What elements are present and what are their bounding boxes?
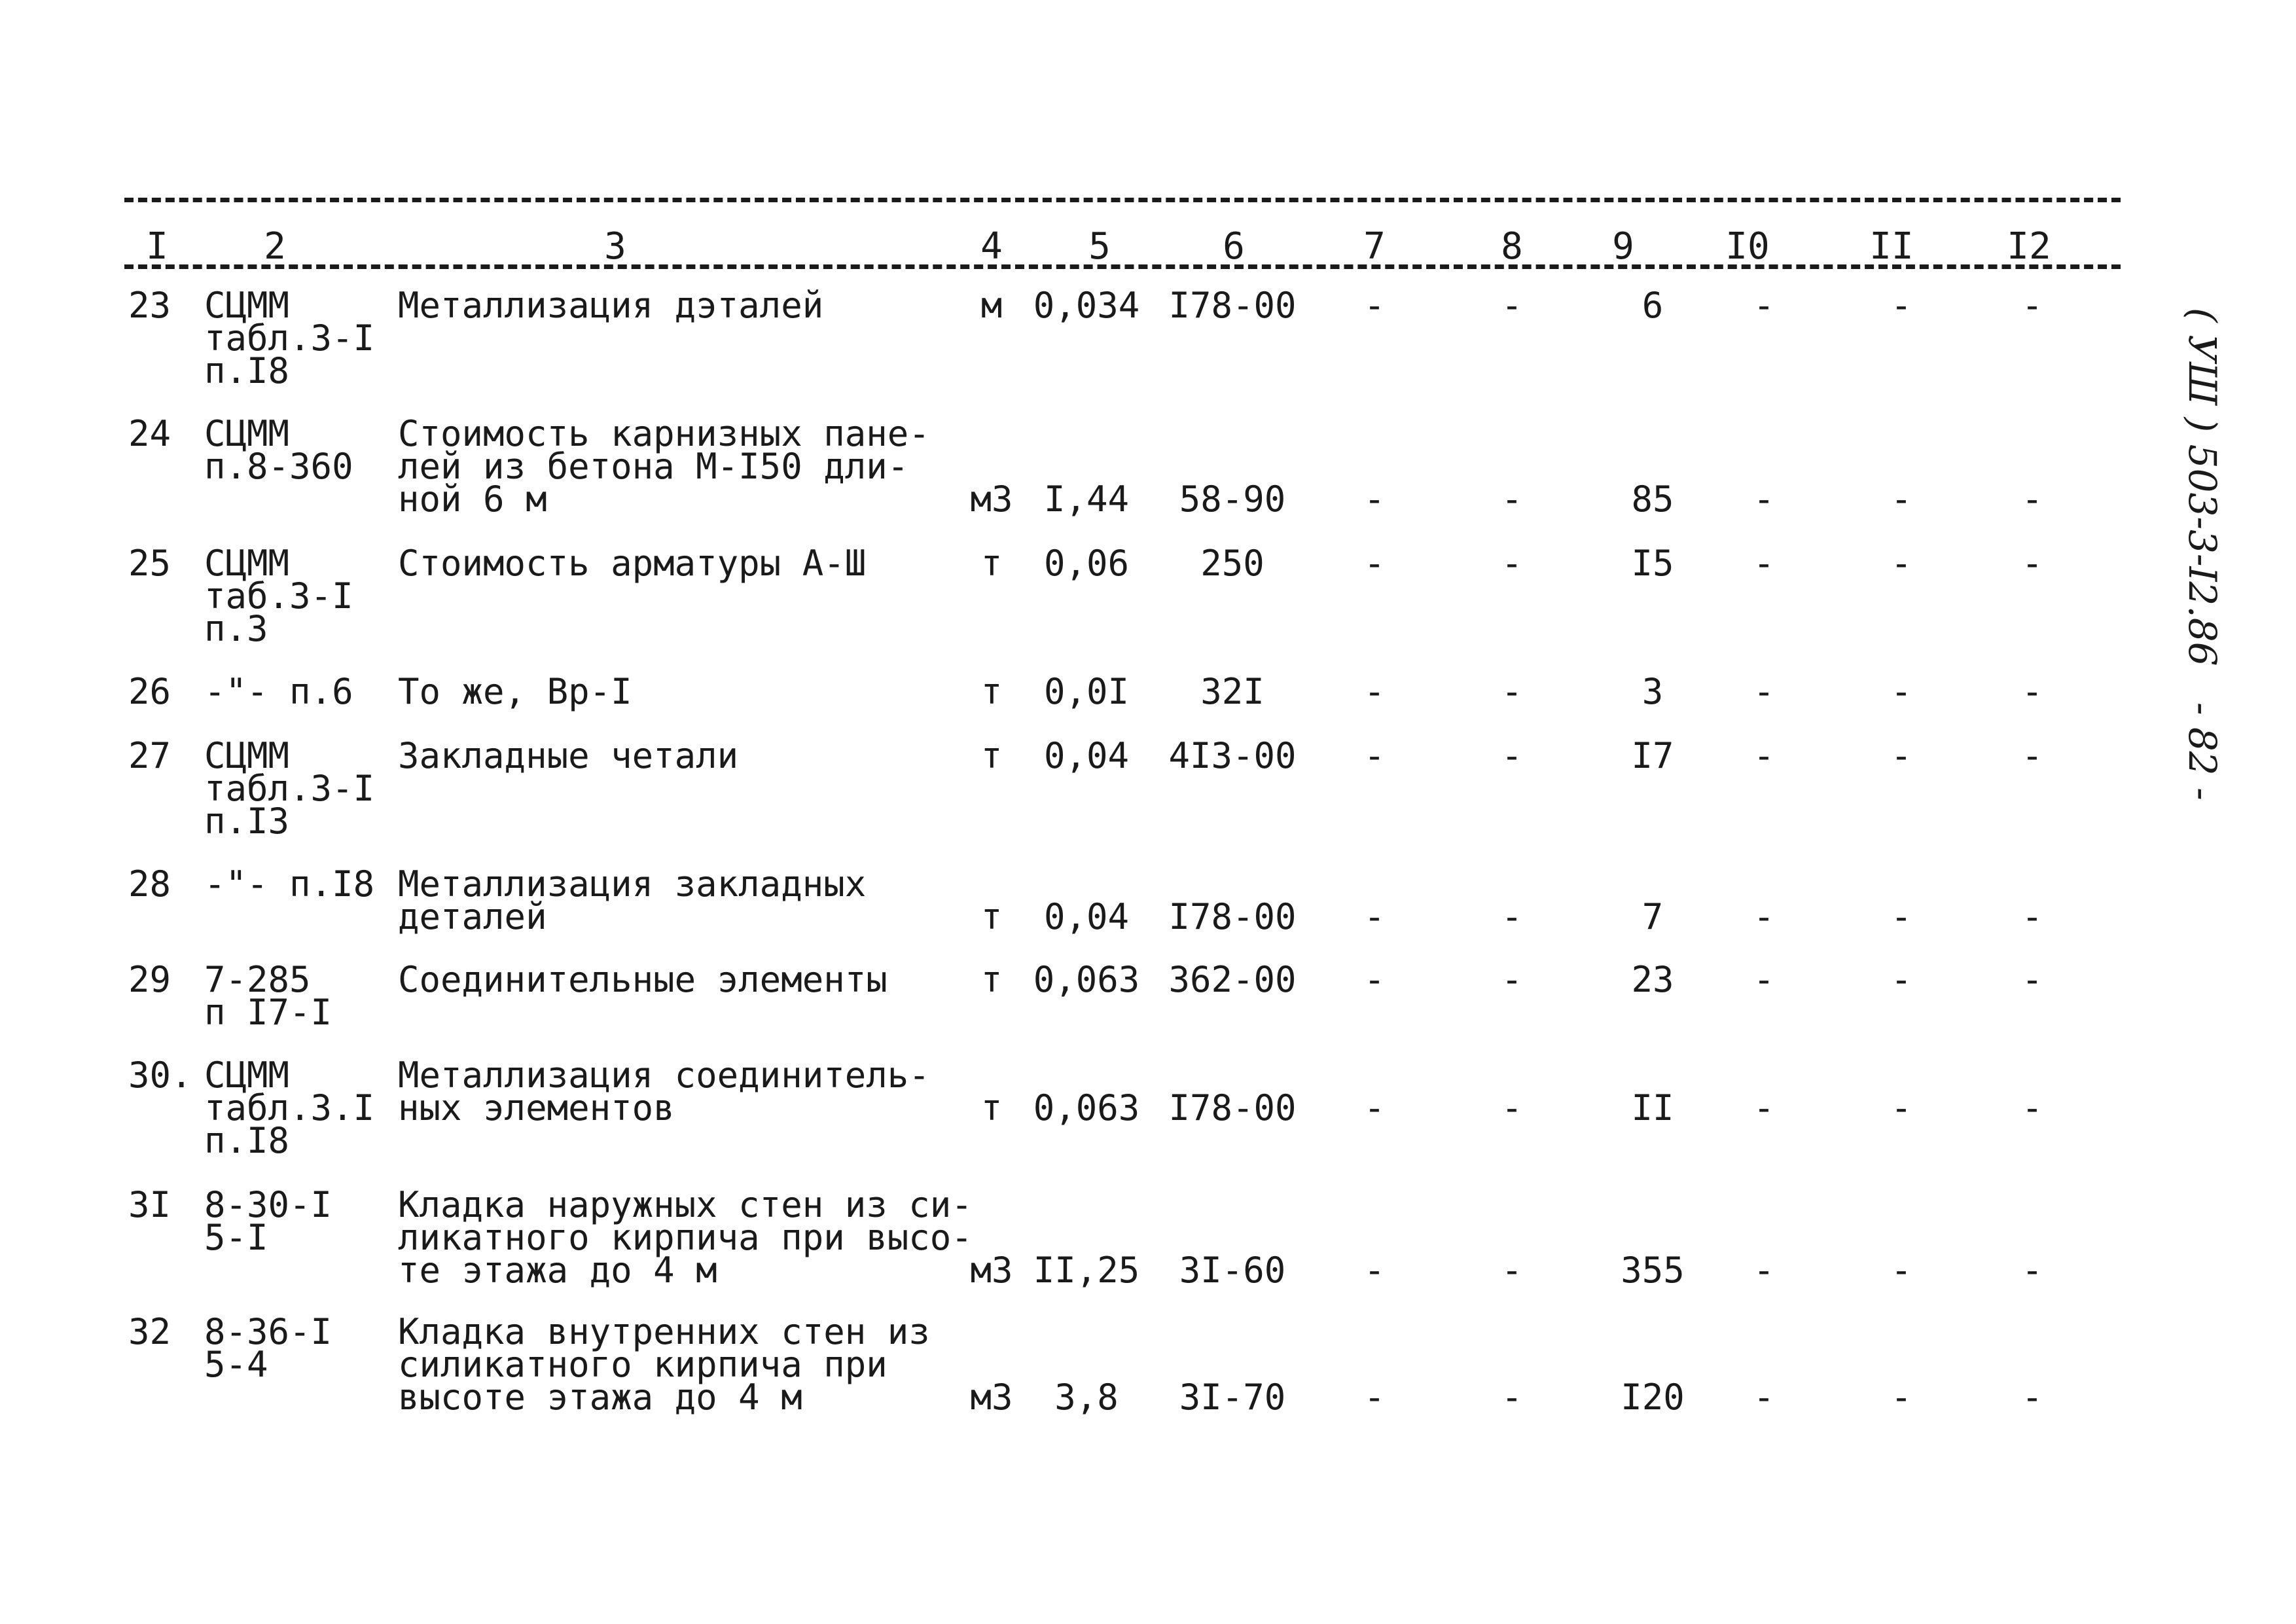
row-col-10: - (1753, 285, 1775, 326)
row-col-11: - (1890, 671, 1912, 712)
row-col-8: - (1501, 285, 1523, 326)
row-unit-price: 32I (1200, 671, 1265, 712)
column-header-2: 2 (264, 225, 286, 268)
column-header-10: I0 (1725, 225, 1770, 268)
row-description: Металлизация соединитель- ных элементов (398, 1055, 930, 1128)
row-col-11: - (1890, 1087, 1912, 1128)
row-unit-price: 3I-60 (1179, 1250, 1286, 1291)
row-quantity: 0,034 (1033, 285, 1140, 326)
row-unit-price: 250 (1200, 543, 1265, 584)
row-unit-price: 4I3-00 (1168, 735, 1297, 776)
column-header-12: I2 (2007, 225, 2051, 268)
row-col-10: - (1753, 1087, 1775, 1128)
row-description: Соединительные элементы (398, 959, 888, 1000)
row-unit: т (980, 896, 1003, 937)
row-col-7: - (1363, 285, 1386, 326)
row-number: 26 (128, 671, 171, 712)
row-col-8: - (1501, 1250, 1523, 1291)
row-col-7: - (1363, 896, 1386, 937)
column-header-3: 3 (604, 225, 626, 268)
row-col-7: - (1363, 543, 1386, 584)
row-unit-price: I78-00 (1168, 896, 1297, 937)
row-reference: СЦММ таб.3-I п.3 (204, 543, 353, 649)
row-col-8: - (1501, 959, 1523, 1000)
row-number: 30. (128, 1055, 192, 1096)
row-col-9: 85 (1631, 478, 1674, 520)
row-col-9: I7 (1631, 735, 1674, 776)
row-col-8: - (1501, 896, 1523, 937)
row-reference: 7-285 п I7-I (204, 959, 332, 1033)
row-reference: СЦММ п.8-360 (204, 413, 353, 487)
row-col-11: - (1890, 285, 1912, 326)
row-col-7: - (1363, 478, 1386, 520)
row-col-8: - (1501, 478, 1523, 520)
row-quantity: 0,0I (1043, 671, 1130, 712)
row-col-10: - (1753, 735, 1775, 776)
row-col-7: - (1363, 1250, 1386, 1291)
row-col-7: - (1363, 1377, 1386, 1418)
row-col-12: - (2021, 543, 2043, 584)
row-quantity: 0,06 (1043, 543, 1130, 584)
row-quantity: 0,04 (1043, 735, 1130, 776)
row-col-7: - (1363, 671, 1386, 712)
row-col-11: - (1890, 735, 1912, 776)
row-unit-price: 362-00 (1168, 959, 1297, 1000)
row-reference: СЦММ табл.3-I п.I8 (204, 285, 375, 391)
row-col-12: - (2021, 478, 2043, 520)
row-col-9: 7 (1641, 896, 1664, 937)
column-header-11: II (1869, 225, 1914, 268)
row-col-12: - (2021, 959, 2043, 1000)
row-unit-price: I78-00 (1168, 1087, 1297, 1128)
row-description: Металлизация закладных деталей (398, 863, 867, 937)
row-unit: м3 (970, 1250, 1013, 1291)
row-number: 28 (128, 863, 171, 905)
row-description: Закладные четали (398, 735, 739, 776)
column-header-1: I (146, 225, 168, 268)
row-col-8: - (1501, 543, 1523, 584)
row-col-7: - (1363, 959, 1386, 1000)
row-unit: м3 (970, 1377, 1013, 1418)
row-unit-price: 3I-70 (1179, 1377, 1286, 1418)
row-col-12: - (2021, 1377, 2043, 1418)
column-header-8: 8 (1501, 225, 1523, 268)
row-col-9: 355 (1621, 1250, 1685, 1291)
row-col-9: 3 (1641, 671, 1664, 712)
row-col-8: - (1501, 671, 1523, 712)
row-unit: т (980, 671, 1003, 712)
row-unit: т (980, 959, 1003, 1000)
row-quantity: 0,063 (1033, 959, 1140, 1000)
column-header-5: 5 (1088, 225, 1111, 268)
row-reference: -"- п.6 (204, 671, 353, 712)
row-col-10: - (1753, 1377, 1775, 1418)
side-margin-note (2180, 308, 2245, 897)
column-header-4: 4 (980, 225, 1003, 268)
row-number: 25 (128, 543, 171, 584)
row-col-9: II (1631, 1087, 1674, 1128)
row-col-9: I20 (1621, 1377, 1685, 1418)
row-col-11: - (1890, 1377, 1912, 1418)
row-col-11: - (1890, 1250, 1912, 1291)
row-unit: м (980, 285, 1003, 326)
column-header-6: 6 (1223, 225, 1245, 268)
row-description: Кладка внутренних стен из силикатного кирпича при высоте этажа до 4 м (398, 1311, 930, 1418)
row-unit: т (980, 543, 1003, 584)
top-dashed-rule (124, 198, 2121, 202)
row-number: 24 (128, 413, 171, 454)
row-col-12: - (2021, 896, 2043, 937)
row-quantity: I,44 (1043, 478, 1130, 520)
row-number: 32 (128, 1311, 171, 1352)
row-col-10: - (1753, 959, 1775, 1000)
row-col-11: - (1890, 543, 1912, 584)
row-number: 29 (128, 959, 171, 1000)
row-unit: м3 (970, 478, 1013, 520)
row-description: Стоимость арматуры А-Ш (398, 543, 867, 584)
row-reference: СЦММ табл.3-I п.I3 (204, 735, 375, 842)
row-col-11: - (1890, 478, 1912, 520)
row-col-9: 6 (1641, 285, 1664, 326)
row-reference: 8-30-I 5-I (204, 1184, 332, 1258)
row-reference: СЦММ табл.3.I п.I8 (204, 1055, 375, 1161)
row-col-7: - (1363, 1087, 1386, 1128)
row-unit: т (980, 735, 1003, 776)
row-col-10: - (1753, 671, 1775, 712)
row-description: То же, Вр-I (398, 671, 632, 712)
row-col-11: - (1890, 959, 1912, 1000)
row-unit-price: 58-90 (1179, 478, 1286, 520)
row-col-12: - (2021, 285, 2043, 326)
row-quantity: 3,8 (1054, 1377, 1119, 1418)
row-quantity: 0,04 (1043, 896, 1130, 937)
column-header-7: 7 (1363, 225, 1386, 268)
document-code-and-page-number: ( УШ ) 503-3-I2.86 - 82 - (2180, 308, 2225, 801)
row-col-12: - (2021, 1087, 2043, 1128)
row-unit: т (980, 1087, 1003, 1128)
row-col-9: I5 (1631, 543, 1674, 584)
row-col-12: - (2021, 671, 2043, 712)
row-description: Металлизация дэталей (398, 285, 824, 326)
row-quantity: 0,063 (1033, 1087, 1140, 1128)
row-number: 23 (128, 285, 171, 326)
row-col-10: - (1753, 896, 1775, 937)
row-col-12: - (2021, 735, 2043, 776)
row-col-7: - (1363, 735, 1386, 776)
row-description: Стоимость карнизных пане- лей из бетона М-I50 дли- ной 6 м (398, 413, 930, 520)
row-col-9: 23 (1631, 959, 1674, 1000)
row-col-12: - (2021, 1250, 2043, 1291)
row-col-8: - (1501, 1087, 1523, 1128)
row-number: 27 (128, 735, 171, 776)
row-col-11: - (1890, 896, 1912, 937)
row-reference: 8-36-I 5-4 (204, 1311, 332, 1385)
row-number: 3I (128, 1184, 171, 1225)
row-unit-price: I78-00 (1168, 285, 1297, 326)
row-reference: -"- п.I8 (204, 863, 375, 905)
row-quantity: II,25 (1033, 1250, 1140, 1291)
column-header-9: 9 (1612, 225, 1634, 268)
row-col-10: - (1753, 478, 1775, 520)
row-col-10: - (1753, 1250, 1775, 1291)
row-col-10: - (1753, 543, 1775, 584)
row-col-8: - (1501, 735, 1523, 776)
row-col-8: - (1501, 1377, 1523, 1418)
row-description: Кладка наружных стен из си- ликатного кирпича при высо- те этажа до 4 м (398, 1184, 973, 1291)
